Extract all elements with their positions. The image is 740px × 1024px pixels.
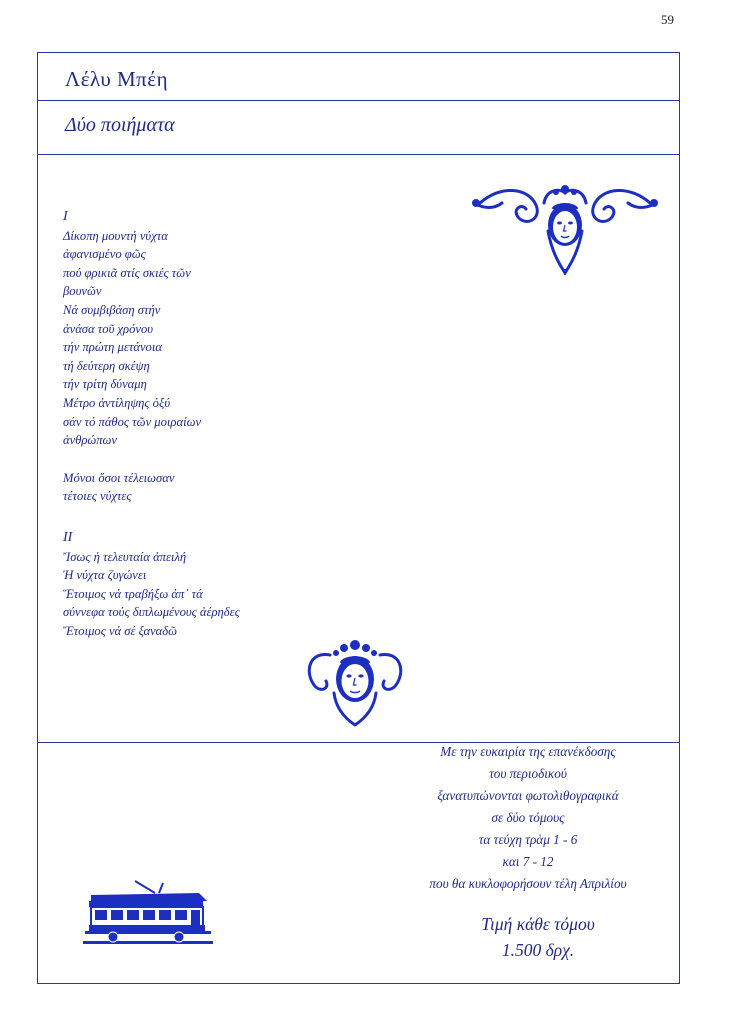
price-amount: 1.500 δρχ.	[501, 940, 575, 960]
notice-line: του περιοδικού	[489, 766, 567, 781]
poem-line: Δίκοπη μουντή νύχτα	[63, 228, 168, 243]
poem-line: σάν τό πάθος τῶν μοιραίων	[63, 414, 202, 429]
notice-line: ξανατυπώνονται φωτολιθογραφικά	[437, 788, 619, 803]
poem-line: Ἡ νύχτα ζυγώνει	[63, 568, 147, 583]
price-label: Τιμή κάθε τόμου	[481, 914, 595, 934]
poem-line: Νά συμβιβάση στήν	[63, 302, 161, 317]
poem-line: Ἕτοιμος νά τραβήξω ἀπ᾽ τά	[63, 586, 203, 601]
volume-price	[428, 911, 648, 963]
mask-medallion-icon	[300, 637, 410, 729]
title-divider	[38, 154, 679, 155]
tram-icon	[83, 879, 213, 952]
header-divider	[38, 100, 679, 101]
poem-line: Μέτρο ἀντίληψης ὀξύ	[63, 395, 171, 410]
notice-line: Με την ευκαιρία της επανέκδοσης	[440, 744, 616, 759]
poem-line: τήν πρώτη μετάνοια	[63, 340, 162, 355]
page-number: 59	[661, 12, 674, 27]
mask-ornament-icon	[470, 183, 660, 275]
poem-line: ἀνάσα τοῦ χρόνου	[63, 321, 154, 336]
poem-line: πού φρικιᾶ στίς σκιές τῶν	[63, 265, 191, 280]
poem-line: τήν τρίτη δύναμη	[63, 377, 147, 392]
poem-text	[63, 208, 393, 640]
poem-two-numeral: II	[63, 529, 73, 545]
poem-line: ἀφανισμένο φῶς	[63, 247, 146, 262]
notice-line: σε δύο τόμους	[491, 810, 565, 825]
notice-line: και 7 - 12	[502, 854, 554, 869]
poem-line: σύννεφα τούς διπλωμένους ἀέρηδες	[63, 605, 240, 620]
reprint-notice	[378, 741, 678, 895]
poem-title: Δύο ποιήματα	[65, 114, 175, 136]
author-name: Λέλυ Μπέη	[65, 67, 169, 91]
poem-one-numeral: I	[63, 209, 68, 224]
notice-line: που θα κυκλοφορήσουν τέλη Απριλίου	[429, 876, 627, 891]
poem-line: Ἴσως ἡ τελευταία ἀπειλή	[63, 549, 187, 564]
poem-line: Μόνοι ὅσοι τέλειωσαν	[63, 470, 175, 485]
poem-line: τή δεύτερη σκέψη	[63, 358, 150, 373]
poem-line: Ἕτοιμος νά σέ ξαναδῶ	[63, 623, 178, 638]
page-frame	[37, 52, 680, 984]
poem-line: βουνῶν	[63, 284, 102, 299]
poem-line: τέτοιες νύχτες	[63, 489, 132, 504]
notice-line: τα τεύχη τρὰμ 1 - 6	[478, 832, 578, 847]
poem-line: ἀνθρώπων	[63, 433, 118, 448]
